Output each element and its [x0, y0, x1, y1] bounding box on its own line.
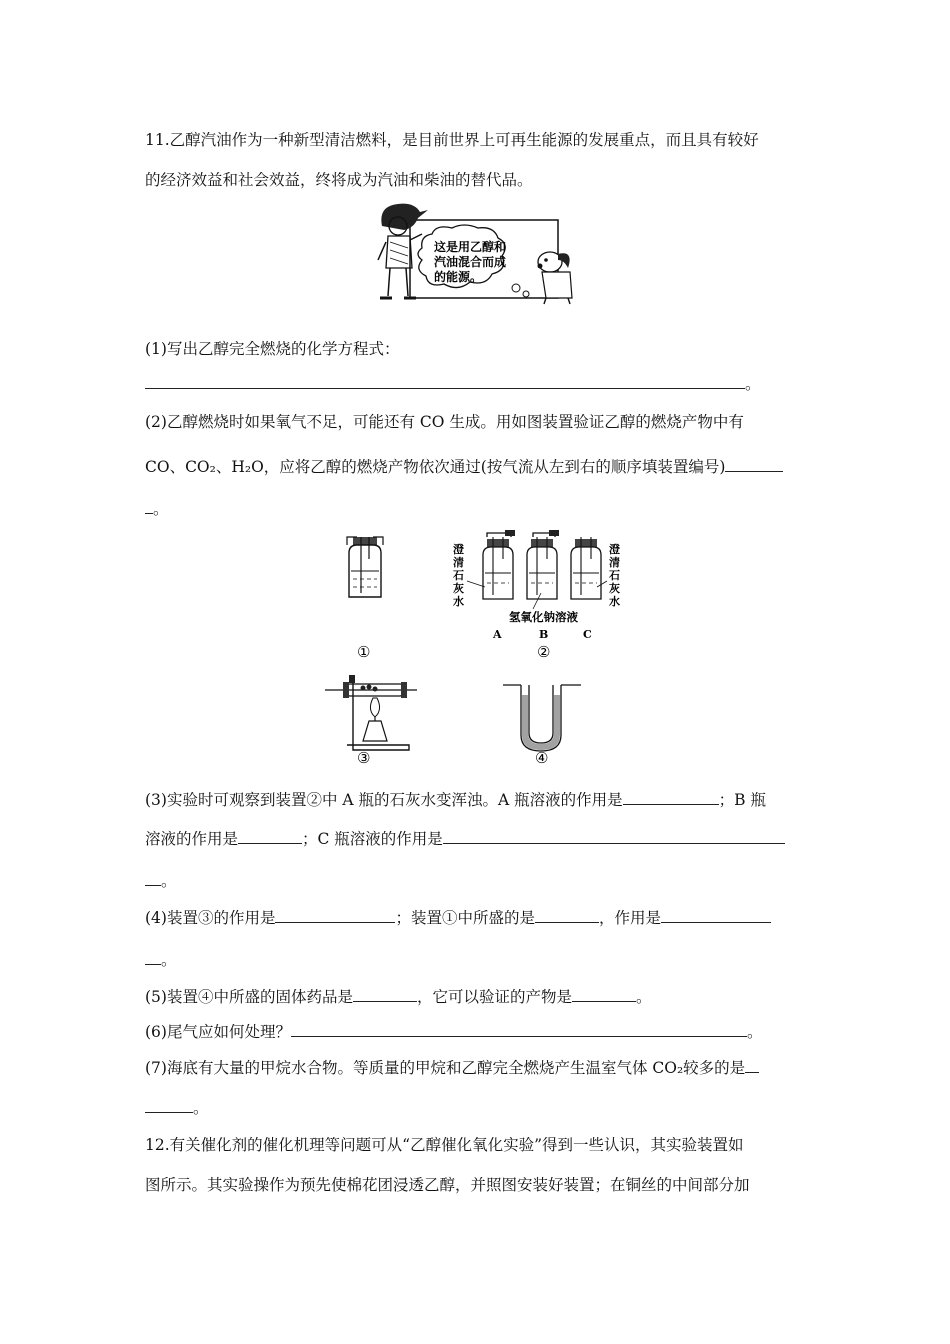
q11-part2-line-1: (2)乙醇燃烧时如果氧气不足，可能还有 CO 生成。用如图装置验证乙醇的燃烧产物中有: [145, 413, 744, 431]
cartoon-text-line-1: 这是用乙醇和: [434, 240, 507, 254]
answer-blank-1[interactable]: [145, 374, 745, 389]
label-char: 灰: [609, 582, 620, 595]
label-char: 灰: [453, 582, 464, 595]
punct: 。: [161, 951, 177, 969]
bottle-c-label: C: [583, 628, 592, 641]
bottle-a-label: A: [493, 628, 502, 641]
q11-part6-text: (6)尾气应如何处理？: [145, 1023, 291, 1041]
q11-part3-text-d: ；C 瓶溶液的作用是: [302, 830, 443, 848]
device-3: [325, 675, 417, 765]
q11-part7-line-1: [145, 1056, 759, 1078]
label-char: 水: [609, 595, 620, 608]
label-char: 清: [453, 556, 464, 569]
device-2-label: ②: [537, 643, 551, 661]
q11-part5-text-a: (5)装置④中所盛的固体药品是: [145, 988, 353, 1006]
q11-part5-line: [145, 985, 652, 1007]
answer-blank-4d[interactable]: [145, 950, 161, 965]
device-1-label: ①: [357, 643, 371, 661]
device-4-label: ④: [535, 749, 549, 765]
answer-blank-5a[interactable]: [353, 987, 417, 1002]
punct: 。: [193, 1099, 209, 1117]
q11-part2-line-2: [145, 455, 783, 477]
device-3-label: ③: [357, 749, 371, 765]
answer-blank-3a[interactable]: [623, 790, 719, 805]
q11-intro-line-2: 的经济效益和社会效益，终将成为汽油和柴油的替代品。: [145, 171, 533, 189]
punct: 。: [746, 1023, 763, 1041]
answer-blank-4c[interactable]: [661, 908, 771, 923]
cartoon-figure: [370, 198, 585, 310]
bottle-b-label: B: [539, 628, 549, 641]
q11-part6-line: [145, 1020, 762, 1042]
device-1: [347, 537, 383, 661]
label-char: 水: [453, 595, 464, 608]
cartoon-text-line-2: 汽油混合而成: [434, 255, 507, 269]
q11-part3-line-3: [145, 869, 177, 891]
answer-blank-2a[interactable]: [725, 457, 783, 472]
cartoon-text-line-3: 的能源。: [434, 270, 483, 284]
device-4: [503, 685, 581, 765]
label-char: 清: [609, 556, 620, 569]
label-char: 澄: [609, 543, 620, 556]
q11-part3-text-c: 溶液的作用是: [145, 830, 239, 848]
answer-blank-2b[interactable]: [145, 499, 153, 514]
q12-line-2: 图所示。其实验操作为预先使棉花团浸透乙醇，并照图安装好装置；在铜丝的中间部分加: [145, 1176, 750, 1194]
answer-blank-5b[interactable]: [572, 987, 636, 1002]
label-char: 石: [609, 569, 620, 582]
answer-blank-4a[interactable]: [275, 908, 395, 923]
q11-part7-line-2: [145, 1096, 209, 1118]
label-char: 石: [453, 569, 464, 582]
punct: 。: [635, 988, 652, 1006]
answer-blank-6[interactable]: [291, 1022, 747, 1037]
punct: 。: [153, 500, 169, 518]
q11-part4-text-c: ，作用是: [598, 909, 661, 927]
q11-part3-text-b: ；B 瓶: [718, 791, 766, 809]
q11-part7-text: (7)海底有大量的甲烷水合物。等质量的甲烷和乙醇完全燃烧产生温室气体 CO₂较多的是: [145, 1059, 746, 1077]
answer-blank-7a[interactable]: [745, 1058, 759, 1073]
device-2: [453, 530, 620, 661]
answer-blank-3d[interactable]: [145, 871, 161, 886]
q11-part4-line-1: [145, 906, 771, 928]
q11-intro-line-1: 11.乙醇汽油作为一种新型清洁燃料，是目前世界上可再生能源的发展重点，而且具有较好: [145, 131, 759, 149]
answer-blank-3b[interactable]: [238, 829, 302, 844]
q12-line-1: 12.有关催化剂的催化机理等问题可从“乙醇催化氧化实验”得到一些认识，其实验装置如: [145, 1136, 744, 1154]
q11-part3-text-a: (3)实验时可观察到装置②中 A 瓶的石灰水变浑浊。A 瓶溶液的作用是: [145, 791, 623, 809]
q11-part1-prompt: (1)写出乙醇完全燃烧的化学方程式：: [145, 340, 400, 358]
label-char: 澄: [453, 543, 464, 556]
q11-part3-line-2: [145, 827, 785, 849]
q11-part1-answer-line: [145, 372, 761, 394]
punct: 。: [745, 375, 761, 393]
punct: 。: [161, 872, 177, 890]
q11-part2-line-3: [145, 497, 169, 519]
naoh-label: 氢氧化钠溶液: [509, 610, 578, 624]
q11-part3-line-1: [145, 788, 766, 810]
q11-part5-text-b: ，它可以验证的产物是: [416, 988, 572, 1006]
q11-part2-text: CO、CO₂、H₂O，应将乙醇的燃烧产物依次通过(按气流从左到右的顺序填装置编号): [145, 458, 726, 476]
q11-part4-line-2: [145, 948, 177, 970]
answer-blank-4b[interactable]: [535, 908, 599, 923]
q11-part4-text-b: ；装置①中所盛的是: [395, 909, 535, 927]
answer-blank-7b[interactable]: [145, 1098, 193, 1113]
q11-part4-text-a: (4)装置③的作用是: [145, 909, 276, 927]
apparatus-figure: [325, 525, 645, 769]
answer-blank-3c[interactable]: [443, 829, 785, 844]
